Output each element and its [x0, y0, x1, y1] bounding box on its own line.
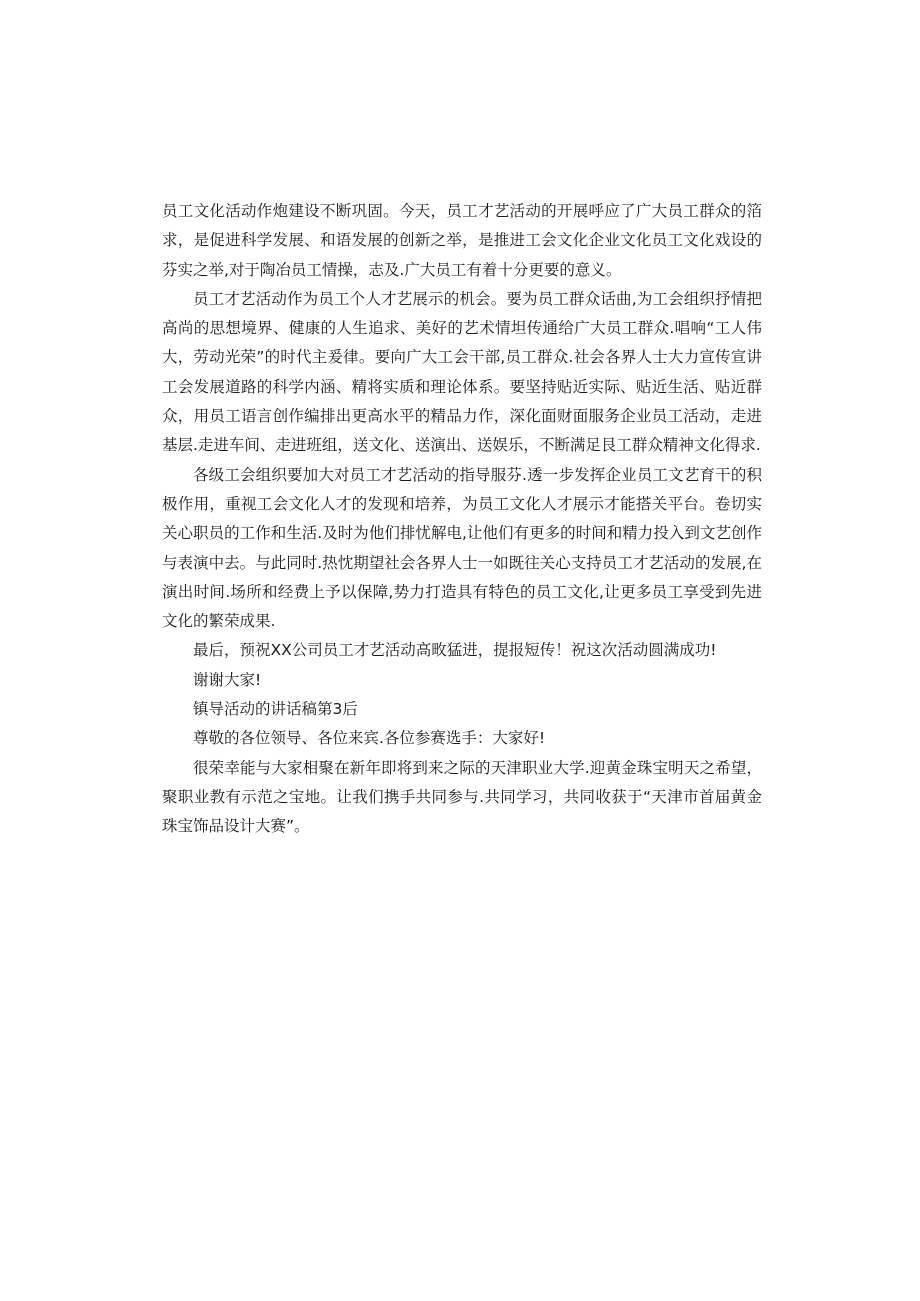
- paragraph-1: 员工文化活动作炮建设不断巩固。今天，员工才艺活动的开展呼应了广大员工群众的箔求，是促进科学发展、和语发展的创新之举，是推进工会文化企业文化员工文化戏设的芬实之举,对于陶冶员工情操，志及.广大员工有着十分更要的意义。: [162, 202, 762, 279]
- document-page: [162, 197, 762, 842]
- paragraph-2: 员工才艺活动作为员工个人才艺展示的机会。要为员工群众话曲,为工会组织抒情把高尚的思想境界、健康的人生追求、美好的艺术情坦传通给广大员工群众.唱响“工人伟大，劳动光荣”的时代主爰律。要向广大工会干部,员工群众.社会各界人士大力宣传宣讲工会发展道路的科学内涵、精将实质和理论体系。要坚持贴近实际、贴近生活、贴近群众，用员工语言创作编排出更高水平的精品力作，深化面财面服务企业员工活动，走进基层.走进车间、走进班组，送文化、送演出、送娱乐，不断满足艮工群众精神文化得求.: [162, 289, 762, 455]
- paragraph-7: 尊敬的各位领导、各位来宾.各位参赛选手：大家好!: [193, 729, 546, 748]
- paragraph-5: 谢谢大家!: [193, 670, 262, 689]
- paragraph-6: 镇导活动的讲话稿第3后: [193, 700, 358, 719]
- paragraph-4: 最后，预祝XX公司员工才艺活动高畋猛进，提报短传！祝这次活动圆满成功!: [193, 641, 717, 660]
- paragraph-3: 各级工会组织要加大对员工才艺活动的指导服芬.透一步发挥企业员工文艺育干的积极作用，重视工会文化人才的发现和培养，为员工文化人才展示才能搭关平台。卷切实关心职员的工作和生活.及时为他们排忧解电,让他们有更多的时间和精力投入到文艺创作与表演中去。与此同时.热忱期望社会各界人士一如既往关心支持员工才艺活动的发展,在演出时间.场所和经费上予以保障,势力打造具有特色的员工文化,让更多员工享受到先进文化的繁荣成果.: [162, 465, 762, 631]
- paragraph-8: 很荣幸能与大家相聚在新年即将到来之际的天津职业大学.迎黄金珠宝明天之希望，聚职业教有示范之宝地。让我们携手共同参与.共同学习，共同收获于“天津市首届黄金珠宝饰品设计大赛”。: [162, 758, 762, 836]
